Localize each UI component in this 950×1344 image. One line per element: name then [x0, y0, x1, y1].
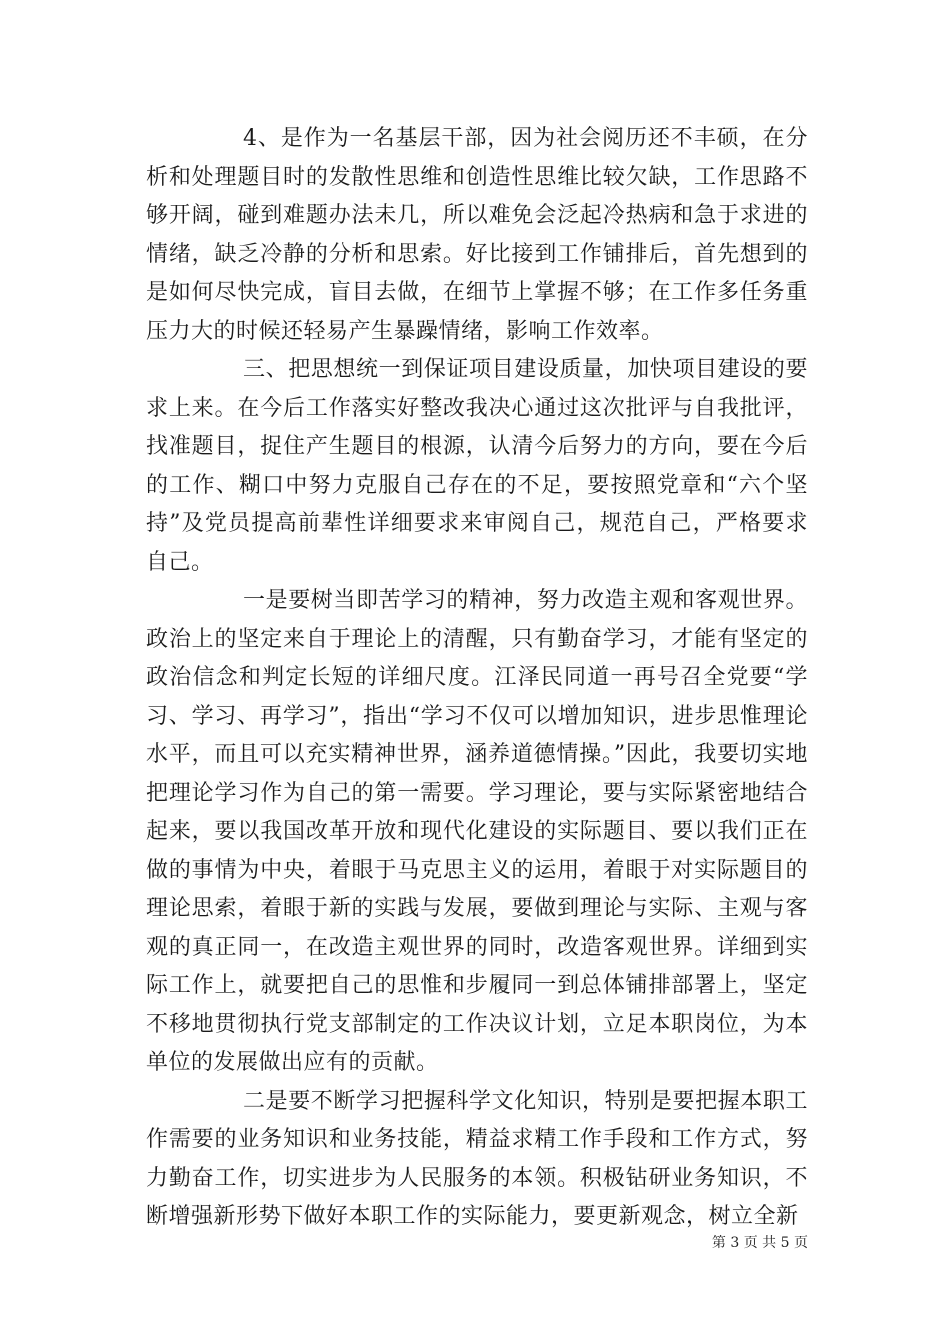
paragraph-point-one-study: 一是要树当即苦学习的精神，努力改造主观和客观世界。政治上的坚定来自于理论上的清醒，只有勤奋学习，才能有坚定的政治信念和判定长短的详细尺度。江泽民同道一再号召全党要“学习、学习、再学习”，指出“学习不仅可以增加知识，进步思惟理论水平，而且可以充实精神世界，涵养道德情操。”因此，我要切实地把理论学习作为自己的第一需要。学习理论，要与实际紧密地结合起来，要以我国改革开放和现代化建设的实际题目、要以我们正在做的事情为中央，着眼于马克思主义的运用，着眼于对实际题目的理论思索，着眼于新的实践与发展，要做到理论与实际、主观与客观的真正同一，在改造主观世界的同时，改造客观世界。详细到实际工作上，就要把自己的思惟和步履同一到总体铺排部署上，坚定不移地贯彻执行党支部制定的工作决议计划，立足本职岗位，为本单位的发展做出应有的贡献。	[146, 588, 808, 1075]
paragraph-section-three-heading: 三、把思想统一到保证项目建设质量，加快项目建设的要求上来。在今后工作落实好整改我决心通过这次批评与自我批评，找准题目，捉住产生题目的根源，认清今后努力的方向，要在今后的工作、糊口中努力克服自己存在的不足，要按照党章和“六个坚持”及党员提高前辈性详细要求来审阅自己，规范自己，严格要求自己。	[146, 357, 808, 575]
page-number-footer: 第 3 页 共 5 页	[711, 1235, 808, 1251]
paragraph-self-criticism-point-4: 4、是作为一名基层干部，因为社会阅历还不丰硕，在分析和处理题目时的发散性思维和创造性思维比较欠缺，工作思路不够开阔，碰到难题办法未几，所以难免会泛起冷热病和急于求进的情绪，缺乏冷静的分析和思索。好比接到工作铺排后，首先想到的是如何尽快完成，盲目去做，在细节上掌握不够；在工作多任务重压力大的时候还轻易产生暴躁情绪，影响工作效率。	[146, 126, 808, 344]
document-body	[146, 120, 808, 1237]
paragraph-point-two-knowledge: 二是要不断学习把握科学文化知识，特别是要把握本职工作需要的业务知识和业务技能，精益求精工作手段和工作方式，努力勤奋工作，切实进步为人民服务的本领。积极钻研业务知识，不断增强新形势下做好本职工作的实际能力，要更新观念，树立全新	[146, 1088, 808, 1229]
